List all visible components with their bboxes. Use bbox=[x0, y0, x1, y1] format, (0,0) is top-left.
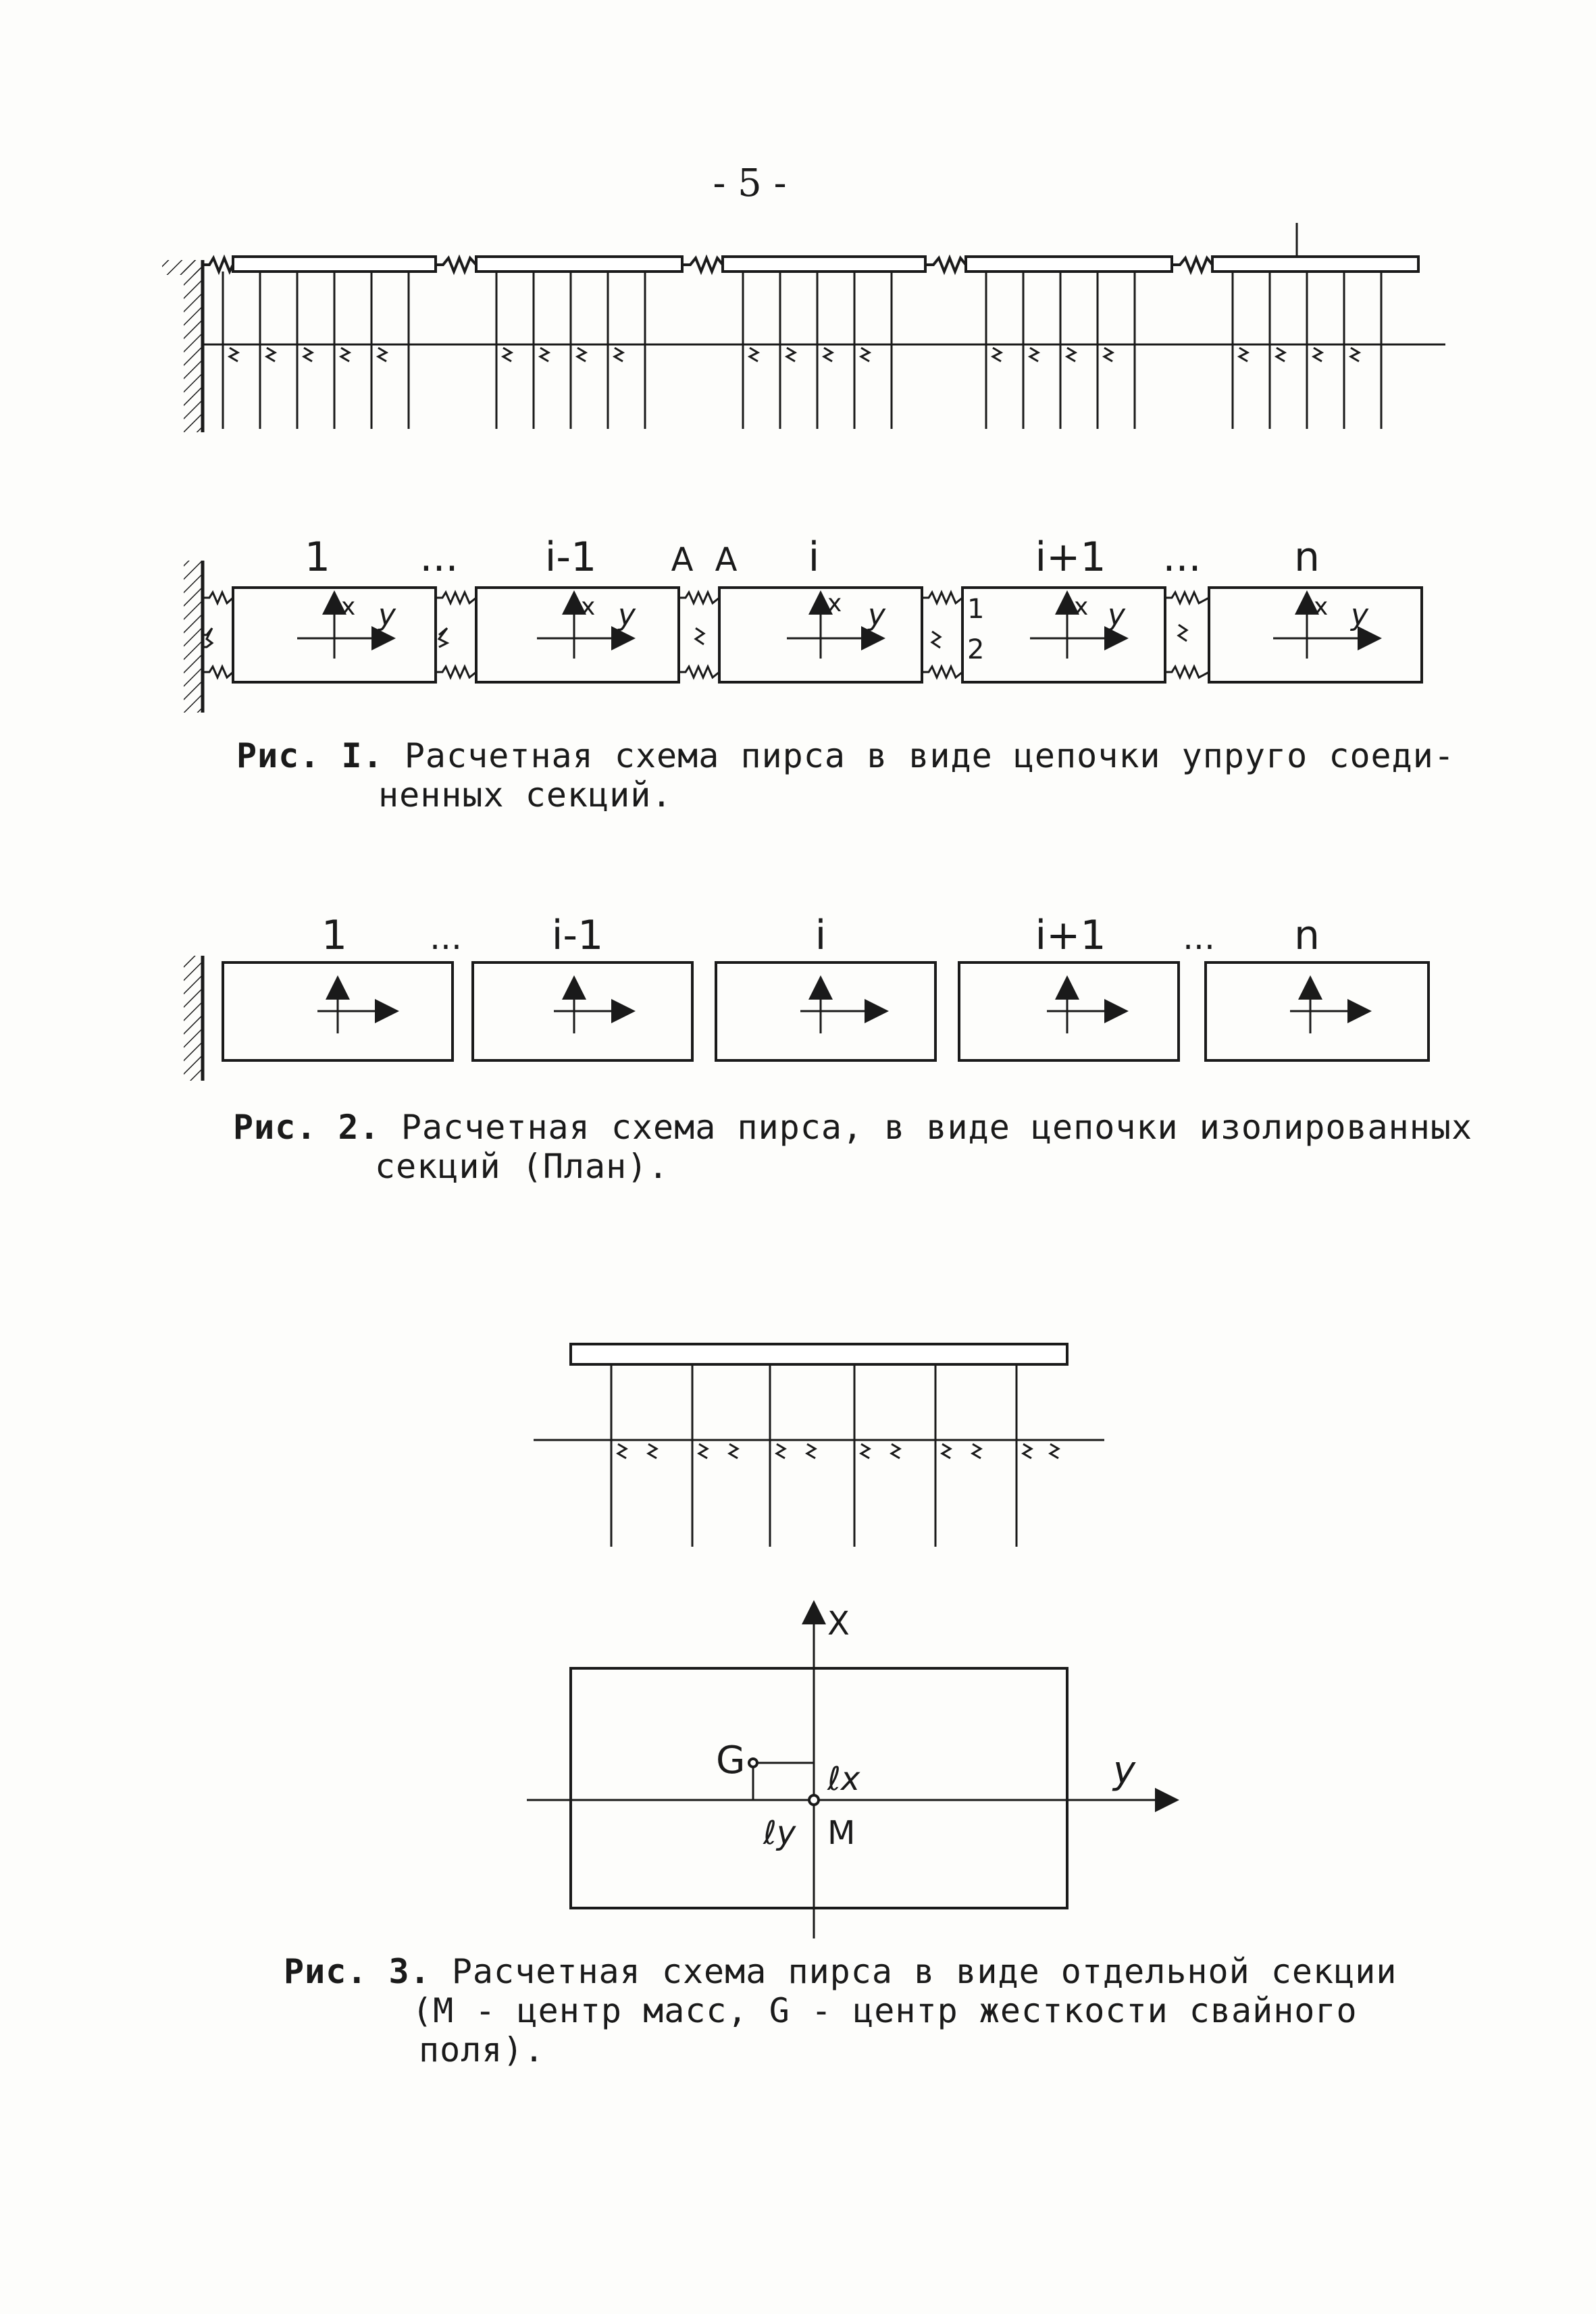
fig1-label-ellipsis-1: ... bbox=[419, 534, 459, 581]
fig1-deck-1 bbox=[233, 257, 436, 272]
fig2-section-axes bbox=[317, 979, 1368, 1033]
fig3-point-g-label: G bbox=[716, 1739, 746, 1782]
fig3-section bbox=[571, 1668, 1067, 1908]
fig1-piles bbox=[223, 223, 1381, 429]
fig1-axis-y-2: y bbox=[618, 598, 636, 632]
fig1-axis-x-1: x bbox=[341, 593, 356, 621]
fig1-soil-springs bbox=[230, 348, 1359, 361]
fig1-axis-x-4: x bbox=[1074, 593, 1089, 621]
fig3-axis-y-label: y bbox=[1113, 1749, 1136, 1793]
fig1-axis-x-3: x bbox=[827, 590, 842, 617]
fig3-soil-springs bbox=[618, 1444, 1058, 1458]
fig2-plan bbox=[184, 912, 1428, 1081]
fig1-section-mark-a1: A bbox=[671, 541, 694, 579]
fig1-axis-y-4: y bbox=[1108, 598, 1126, 632]
fig1-spring-2 bbox=[682, 258, 723, 272]
fig1-wall-hatch bbox=[184, 260, 203, 432]
fig1-caption-line2: ненных секций. bbox=[378, 775, 673, 815]
fig2-caption-number: Рис. 2. bbox=[233, 1108, 380, 1147]
fig1-axis-x-2: x bbox=[581, 593, 596, 621]
fig1-plan-wall-hatch bbox=[184, 561, 203, 713]
fig1-plan bbox=[184, 534, 1422, 713]
fig1-wall-top-hatch bbox=[162, 260, 203, 275]
fig3-caption-number: Рис. 3. bbox=[284, 1952, 431, 1991]
fig3-point-m-label: M bbox=[827, 1814, 856, 1852]
fig1-deck-5 bbox=[1212, 257, 1418, 272]
fig3-elevation bbox=[534, 1344, 1104, 1547]
fig1-caption-line1: Расчетная схема пирса в виде цепочки упруго соеди- bbox=[404, 736, 1455, 775]
fig1-section-4 bbox=[962, 588, 1165, 682]
fig1-deck-2 bbox=[476, 257, 682, 272]
fig1-axis-y-1: y bbox=[378, 598, 396, 632]
fig3-plan bbox=[527, 1604, 1175, 1938]
fig3-caption-line1: Расчетная схема пирса в виде отдельной секции bbox=[451, 1952, 1397, 1991]
fig1-spring-3 bbox=[925, 258, 966, 272]
fig1-label-i-plus-1: i+1 bbox=[1035, 534, 1106, 581]
fig2-label-i-plus-1: i+1 bbox=[1035, 912, 1106, 959]
fig3-caption bbox=[284, 1952, 1499, 2069]
fig1-section-2 bbox=[476, 588, 679, 682]
fig3-piles bbox=[611, 1364, 1016, 1547]
fig3-point-g-marker bbox=[749, 1759, 757, 1767]
fig2-caption bbox=[233, 1108, 1516, 1186]
page-number: - 5 - bbox=[713, 161, 787, 205]
fig2-caption-line2: секций (План). bbox=[375, 1147, 669, 1186]
fig1-spring-4 bbox=[1172, 258, 1212, 272]
fig1-deck-4 bbox=[966, 257, 1172, 272]
fig2-label-ellipsis-2: ... bbox=[1183, 918, 1215, 957]
fig1-axis-y-3: y bbox=[868, 598, 886, 632]
fig1-spring-1 bbox=[436, 258, 476, 272]
fig1-deck-3 bbox=[723, 257, 925, 272]
fig1-axis-y-5: y bbox=[1351, 598, 1369, 632]
fig3-offset-ly-label: ℓy bbox=[763, 1814, 796, 1852]
fig1-elevation bbox=[162, 223, 1445, 432]
fig2-label-i: i bbox=[815, 912, 827, 959]
fig1-section-mark-a2: A bbox=[715, 541, 738, 579]
fig1-spring-mark-1: 1 bbox=[967, 594, 985, 625]
fig3-axis-x-label: X bbox=[827, 1605, 850, 1643]
fig3-caption-line3: поля). bbox=[419, 2030, 545, 2069]
fig1-label-1: 1 bbox=[304, 534, 331, 581]
fig1-spring-mark-2: 2 bbox=[967, 634, 985, 665]
fig1-label-i-minus-1: i-1 bbox=[544, 534, 597, 581]
fig2-wall-hatch bbox=[184, 956, 203, 1081]
fig1-caption-number: Рис. I. bbox=[236, 736, 384, 775]
fig2-label-i-minus-1: i-1 bbox=[551, 912, 604, 959]
fig2-caption-line1: Расчетная схема пирса, в виде цепочки изолированных bbox=[401, 1108, 1473, 1147]
fig1-spring-0 bbox=[203, 258, 233, 272]
fig2-label-1: 1 bbox=[321, 912, 348, 959]
fig3-offset-lx-label: ℓx bbox=[827, 1760, 860, 1798]
fig3-point-m-marker bbox=[809, 1795, 819, 1805]
fig3-caption-line2: (М - центр масс, G - центр жесткости свайного bbox=[412, 1991, 1358, 2030]
fig1-caption bbox=[236, 736, 1520, 815]
fig3-deck bbox=[571, 1344, 1067, 1364]
fig2-label-ellipsis-1: ... bbox=[430, 918, 462, 957]
fig2-label-n: n bbox=[1293, 912, 1320, 959]
fig1-axis-x-5: x bbox=[1314, 593, 1329, 621]
fig1-label-ellipsis-2: ... bbox=[1162, 534, 1202, 581]
fig1-label-n: n bbox=[1293, 534, 1320, 581]
fig1-label-i: i bbox=[808, 534, 820, 581]
